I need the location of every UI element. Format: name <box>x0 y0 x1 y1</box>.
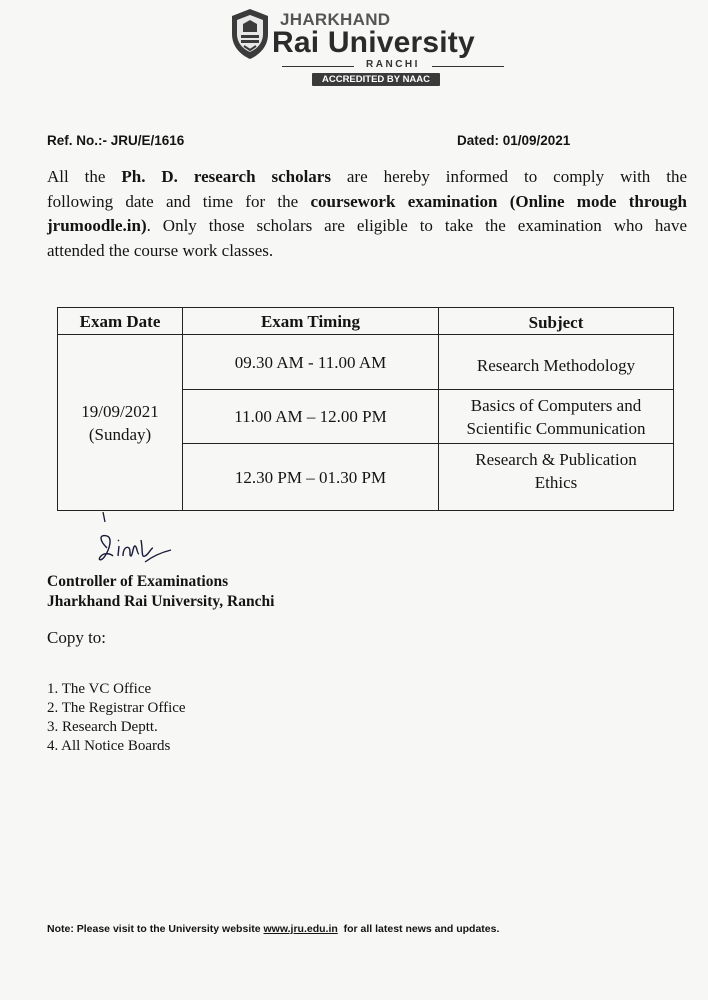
accreditation-badge: ACCREDITED BY NAAC <box>312 73 440 86</box>
exam-date: 19/09/2021 <box>81 401 159 421</box>
signatory-block <box>47 572 274 612</box>
header-exam-timing: Exam Timing <box>260 311 361 331</box>
copy-to-item: 2. The Registrar Office <box>47 700 186 716</box>
exam-date-cell <box>58 335 182 510</box>
logo-city-text: RANCHI <box>366 59 420 70</box>
header-subject: Subject <box>528 313 584 332</box>
copy-to-item: 4. All Notice Boards <box>47 738 171 754</box>
signatory-title: Controller of Examinations <box>47 573 229 590</box>
reference-number: Ref. No.:- JRU/E/1616 <box>47 133 185 148</box>
subject-1: Research Methodology <box>476 355 636 375</box>
notice-date: Dated: 01/09/2021 <box>457 133 571 148</box>
header-exam-date: Exam Date <box>79 311 161 331</box>
exam-day: (Sunday) <box>88 424 152 444</box>
logo-university-name: Rai University <box>272 26 475 59</box>
copy-to-item: 1. The VC Office <box>47 681 152 697</box>
exam-timing-2: 11.00 AM – 12.00 PM <box>234 407 387 426</box>
subject-2-line-1: Basics of Computers and <box>470 395 642 415</box>
copy-to-list <box>47 680 186 756</box>
paragraph-line-4: attended the course work classes. <box>47 240 274 260</box>
subject-2 <box>439 390 673 443</box>
exam-schedule-table <box>57 307 674 511</box>
footer-prefix: Note: Please visit to the University website <box>47 923 264 935</box>
subject-2-line-2: Scientific Communication <box>466 418 646 438</box>
footer-suffix: for all latest news and updates. <box>337 923 500 935</box>
footer-note <box>47 923 499 935</box>
signatory-institution: Jharkhand Rai University, Ranchi <box>47 593 275 610</box>
university-logo-shield-icon <box>230 8 270 60</box>
paragraph-line-3: jrumoodle.in). Only those scholars are eligible to take the examination who have <box>47 216 687 235</box>
subject-3 <box>439 444 673 510</box>
copy-to-heading: Copy to: <box>47 628 107 647</box>
paragraph-line-1: All the Ph. D. research scholars are hereby informed to comply with the <box>47 167 687 186</box>
subject-3-line-1: Research & Publication <box>475 450 637 469</box>
paragraph-line-2: following date and time for the coursework examination (Online mode through <box>47 191 687 211</box>
website-link[interactable]: www.jru.edu.in <box>263 923 338 935</box>
exam-timing-1: 09.30 AM - 11.00 AM <box>234 352 387 372</box>
logo-jharkhand-text: JHARKHAND <box>280 10 391 29</box>
exam-timing-3: 12.30 PM – 01.30 PM <box>234 467 387 487</box>
notice-paragraph <box>47 165 687 263</box>
copy-to-item: 3. Research Deptt. <box>47 719 158 735</box>
logo-city-row <box>282 60 504 72</box>
subject-3-line-2: Ethics <box>534 473 578 492</box>
